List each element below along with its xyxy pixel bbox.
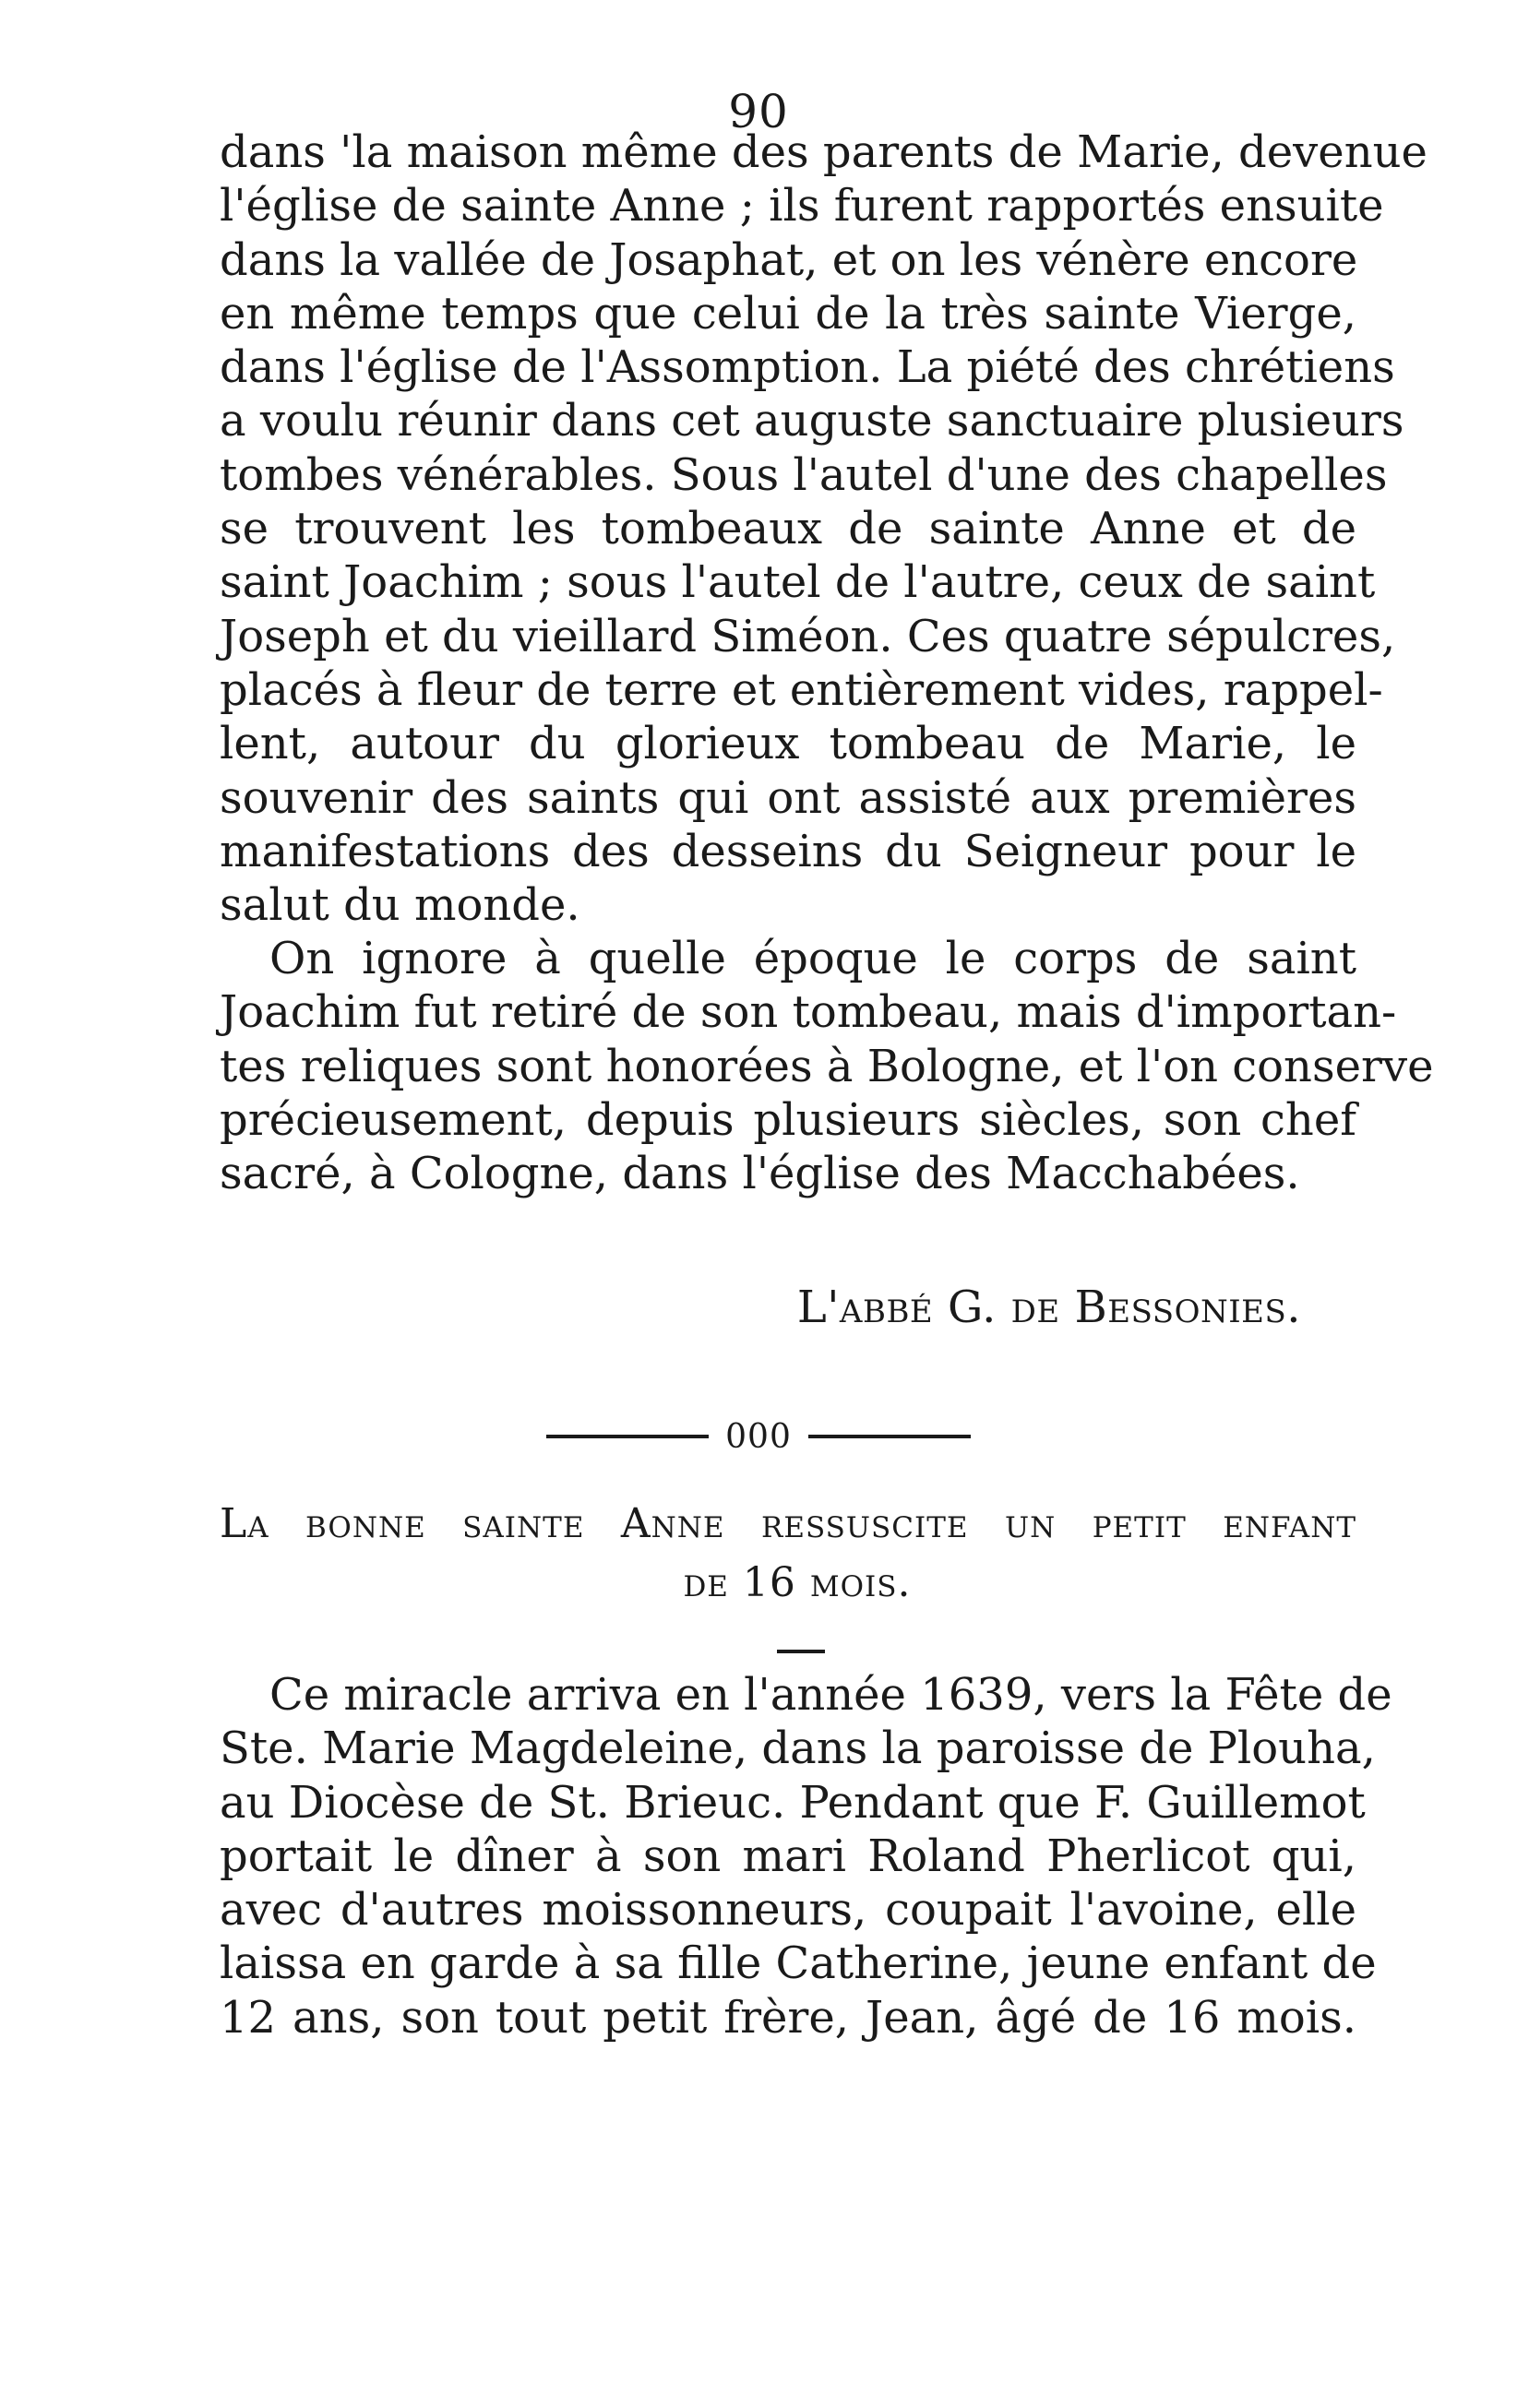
heading-line: La bonne sainte Anne ressuscite un petit enfant <box>220 1500 1356 1547</box>
text-line: se trouvent les tombeaux de sainte Anne et de <box>220 503 1356 555</box>
text-line: au Diocèse de St. Brieuc. Pendant que F. Guillemot <box>220 1776 1366 1829</box>
separator-rule-right <box>808 1435 971 1438</box>
text-line: avec d'autres moissonneurs, coupait l'avoine, elle <box>220 1884 1356 1937</box>
section-separator <box>0 1413 1517 1460</box>
text-line: dans la vallée de Josaphat, et on les vénère encore <box>220 233 1358 286</box>
text-line: portait le dîner à son mari Roland Pherlicot qui, <box>220 1830 1356 1882</box>
text-line: salut du monde. <box>220 879 580 932</box>
text-line: Joachim fut retiré de son tombeau, mais d'importan- <box>220 986 1397 1039</box>
signature: L'abbé G. de Bessonies. <box>796 1281 1301 1333</box>
section-heading <box>220 1495 1356 1613</box>
text-line: lent, autour du glorieux tombeau de Marie, le <box>220 718 1356 770</box>
text-line: Ce miracle arriva en l'année 1639, vers la Fête de <box>269 1669 1392 1721</box>
text-line: saint Joachim ; sous l'autel de l'autre, ceux de saint <box>220 556 1376 609</box>
text-line: a voulu réunir dans cet auguste sanctuaire plusieurs <box>220 395 1404 447</box>
text-line: laissa en garde à sa fille Catherine, jeune enfant de <box>220 1937 1377 1990</box>
text-line: sacré, à Cologne, dans l'église des Macchabées. <box>220 1148 1300 1200</box>
paragraph-2 <box>220 932 1434 1200</box>
text-line: 12 ans, son tout petit frère, Jean, âgé de 16 mois. <box>220 1991 1356 2044</box>
text-line: placés à fleur de terre et entièrement vides, rappel- <box>220 663 1383 716</box>
text-line: tes reliques sont honorées à Bologne, et l'on conserve <box>220 1040 1434 1092</box>
text-line: Joseph et du vieillard Siméon. Ces quatre sépulcres, <box>220 610 1396 662</box>
text-line: en même temps que celui de la très sainte Vierge, <box>220 287 1356 340</box>
heading-line: de 16 mois. <box>683 1559 912 1606</box>
paragraph-1 <box>220 125 1427 932</box>
text-line: l'église de sainte Anne ; ils furent rapportés ensuite <box>220 180 1384 232</box>
text-line: précieusement, depuis plusieurs siècles, son chef <box>220 1093 1356 1146</box>
separator-ornament: 000 <box>725 1417 792 1456</box>
text-line: dans l'église de l'Assomption. La piété des chrétiens <box>220 341 1395 394</box>
text-line: dans 'la maison même des parents de Marie, devenue <box>220 126 1427 178</box>
text-line: On ignore à quelle époque le corps de saint <box>269 933 1356 984</box>
paragraph-3 <box>220 1668 1392 2044</box>
separator-rule-left <box>546 1435 709 1438</box>
heading-rule <box>777 1650 825 1653</box>
text-line: souvenir des saints qui ont assisté aux premières <box>220 771 1356 824</box>
text-line: manifestations des desseins du Seigneur pour le <box>220 825 1356 877</box>
text-line: Ste. Marie Magdeleine, dans la paroisse de Plouha, <box>220 1723 1376 1775</box>
text-line: tombes vénérables. Sous l'autel d'une des chapelles <box>220 448 1388 501</box>
page-number: 90 <box>728 85 789 138</box>
